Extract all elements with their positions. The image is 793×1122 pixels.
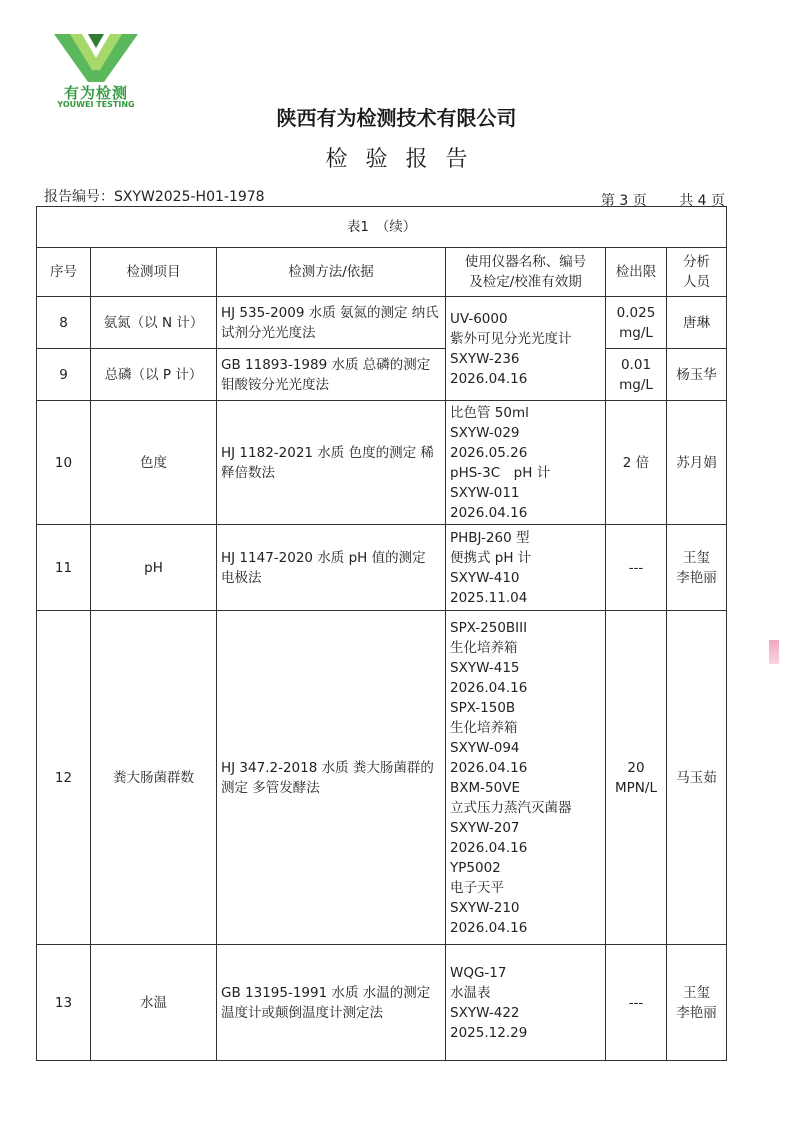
logo-text-cn: 有为检测 [63,84,128,102]
page-current: 第 3 页 [600,193,647,209]
report-number: 报告编号：SXYW2025-H01-1978 [44,189,265,205]
row-item: pH [91,525,217,611]
header-item: 检测项目 [91,248,217,297]
header-no: 序号 [37,248,91,297]
row-analyst: 唐琳 [667,297,727,349]
row-no: 8 [37,297,91,349]
row-analyst: 杨玉华 [667,349,727,401]
row-method: GB 11893-1989 水质 总磷的测定 钼酸铵分光光度法 [217,349,446,401]
row-limit: 20 MPN/L [606,611,667,945]
header-limit: 检出限 [606,248,667,297]
row-no: 9 [37,349,91,401]
row-instrument: WQG-17 水温表 SXYW-422 2025.12.29 [446,945,606,1061]
row-item: 色度 [91,401,217,525]
table-header-row [37,248,727,297]
header-instrument: 使用仪器名称、编号 及检定/校准有效期 [446,248,606,297]
report-title: 检验报告 [325,147,486,172]
header-analyst: 分析 人员 [667,248,727,297]
table-row [37,611,727,945]
logo-text-en: YOUWEI TESTING [57,100,135,109]
row-method: HJ 1147-2020 水质 pH 值的测定 电极法 [217,525,446,611]
row-no: 10 [37,401,91,525]
row-no: 12 [37,611,91,945]
company-name: 陕西有为检测技术有限公司 [276,106,517,130]
row-limit: 0.01 mg/L [606,349,667,401]
row-method: HJ 1182-2021 水质 色度的测定 稀释倍数法 [217,401,446,525]
seal-edge-mark [769,640,779,664]
table-row [37,297,727,349]
results-table [36,206,727,1061]
row-limit: --- [606,945,667,1061]
table-row [37,945,727,1061]
table-row [37,401,727,525]
row-method: HJ 535-2009 水质 氨氮的测定 纳氏试剂分光光度法 [217,297,446,349]
row-instrument: UV-6000 紫外可见分光光度计 SXYW-236 2026.04.16 [446,297,606,401]
company-logo [48,30,144,110]
table-row [37,525,727,611]
logo-mark-icon [48,30,144,86]
row-instrument: PHBJ-260 型 便携式 pH 计 SXYW-410 2025.11.04 [446,525,606,611]
row-no: 13 [37,945,91,1061]
row-limit: --- [606,525,667,611]
row-limit: 0.025 mg/L [606,297,667,349]
row-analyst: 苏月娟 [667,401,727,525]
row-analyst: 王玺 李艳丽 [667,945,727,1061]
row-item: 氨氮（以 N 计） [91,297,217,349]
header-method: 检测方法/依据 [217,248,446,297]
row-instrument: SPX-250BIII 生化培养箱 SXYW-415 2026.04.16 SPX-150B 生化培养箱 SXYW-094 2026.04.16 BXM-50VE 立式压力蒸汽灭菌器 SXYW-207 2026.04.16 YP5002 电子天平 SXYW-210 2026.04.16 [446,611,606,945]
row-no: 11 [37,525,91,611]
row-limit: 2 倍 [606,401,667,525]
row-analyst: 马玉茹 [667,611,727,945]
row-method: GB 13195-1991 水质 水温的测定 温度计或颠倒温度计测定法 [217,945,446,1061]
row-instrument: 比色管 50ml SXYW-029 2026.05.26 pHS-3C pH 计 SXYW-011 2026.04.16 [446,401,606,525]
row-item: 总磷（以 P 计） [91,349,217,401]
table-row [37,349,727,401]
page-total: 共 4 页 [679,193,725,209]
row-item: 水温 [91,945,217,1061]
row-analyst: 王玺 李艳丽 [667,525,727,611]
table-caption: 表1 （续） [37,207,727,248]
row-method: HJ 347.2-2018 水质 粪大肠菌群的测定 多管发酵法 [217,611,446,945]
row-item: 粪大肠菌群数 [91,611,217,945]
